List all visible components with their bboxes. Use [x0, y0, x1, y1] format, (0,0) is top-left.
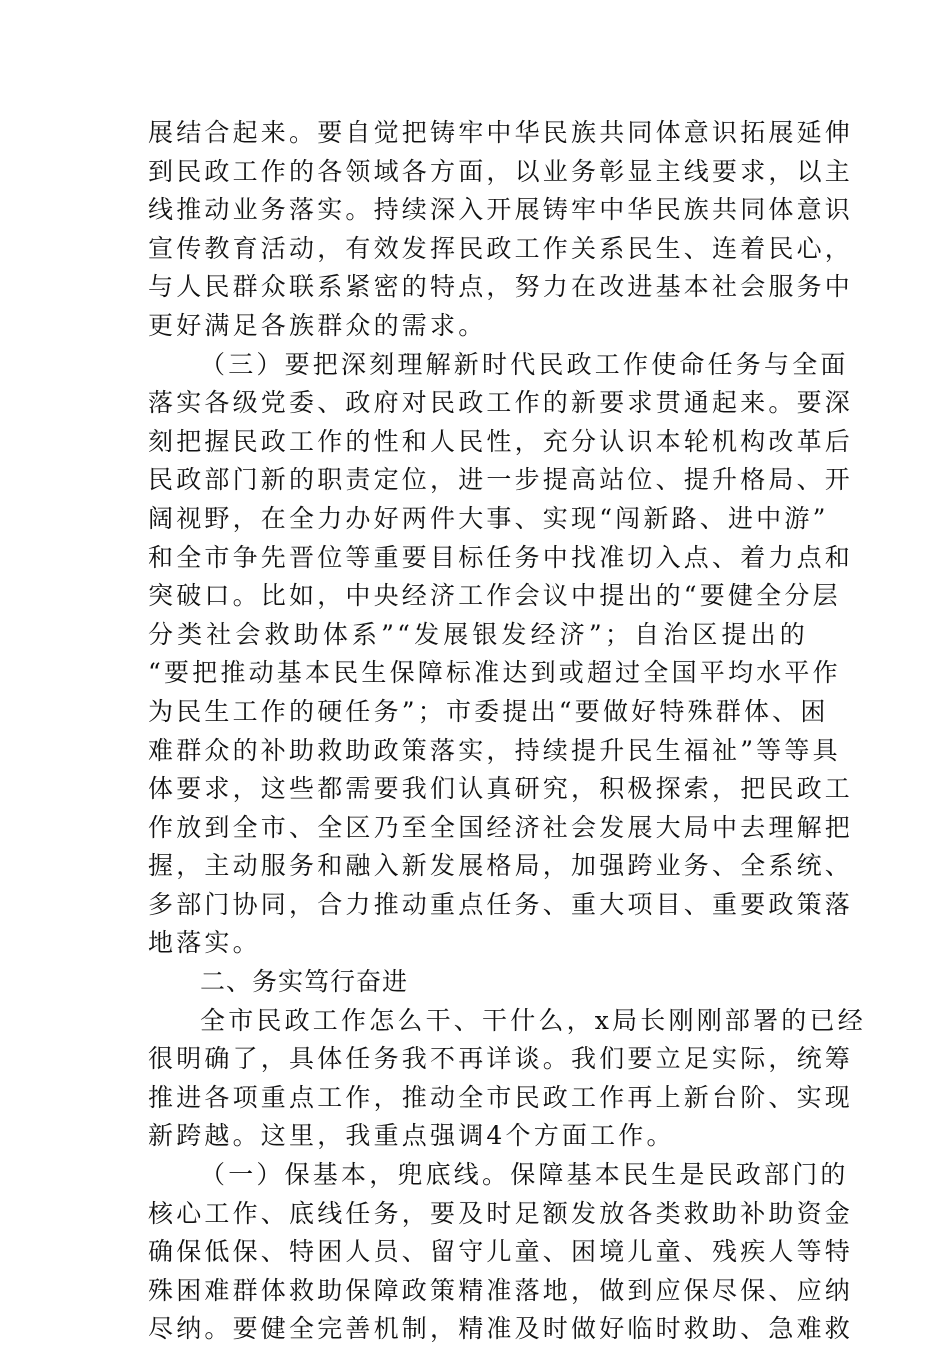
- text-line: 阔视野，在全力办好两件大事、实现“闯新路、进中游”: [148, 503, 829, 533]
- text-line: 民政部门新的职责定位，进一步提高站位、提升格局、开: [148, 465, 854, 495]
- text-line: 确保低保、特困人员、留守儿童、困境儿童、残疾人等特: [148, 1237, 854, 1267]
- paragraph-1: [148, 114, 854, 346]
- text-line: 推进各项重点工作，推动全市民政工作再上新台阶、实现: [148, 1082, 854, 1112]
- text-line: 更好满足各族群众的需求。: [148, 310, 487, 340]
- text-line: 尽纳。要健全完善机制，精准及时做好临时救助、急难救: [148, 1314, 854, 1344]
- text-line: 和全市争先晋位等重要目标任务中找准切入点、着力点和: [148, 542, 854, 572]
- text-line: 核心工作、底线任务，要及时足额发放各类救助补助资金: [148, 1198, 854, 1228]
- text-line: 刻把握民政工作的性和人民性，充分认识本轮机构改革后: [148, 426, 854, 456]
- text-line: 宣传教育活动，有效发挥民政工作关系民生、连着民心，: [148, 233, 854, 263]
- text-line: 殊困难群体救助保障政策精准落地，做到应保尽保、应纳: [148, 1275, 854, 1305]
- text-line: 为民生工作的硬任务”；市委提出“要做好特殊群体、困: [148, 696, 829, 726]
- text-line: 展结合起来。要自觉把铸牢中华民族共同体意识拓展延伸: [148, 118, 854, 147]
- text-line: （一）保基本，兜底线。保障基本民生是民政部门的: [200, 1160, 849, 1190]
- text-line: “要把推动基本民生保障标准达到或超过全国平均水平作: [148, 658, 841, 688]
- text-line: 落实各级党委、政府对民政工作的新要求贯通起来。要深: [148, 388, 854, 418]
- text-line: 难群众的补助救助政策落实，持续提升民生福祉”等等具: [148, 735, 841, 765]
- document-body: [148, 114, 866, 1349]
- text-line: 分类社会救助体系”“发展银发经济”；自治区提出的: [148, 619, 808, 649]
- paragraph-2: [148, 346, 854, 964]
- text-line: 全市民政工作怎么干、干什么，x局长刚刚部署的已经: [200, 1005, 866, 1035]
- text-line: 新跨越。这里，我重点强调4个方面工作。: [148, 1121, 675, 1151]
- text-line: 突破口。比如，中央经济工作会议中提出的“要健全分层: [148, 581, 841, 611]
- text-line: （三）要把深刻理解新时代民政工作使命任务与全面: [200, 349, 849, 379]
- text-line: 作放到全市、全区乃至全国经济社会发展大局中去理解把: [148, 812, 854, 842]
- text-line: 地落实。: [148, 928, 261, 958]
- text-line: 到民政工作的各领域各方面，以业务彰显主线要求，以主: [148, 156, 854, 186]
- text-line: 体要求，这些都需要我们认真研究，积极探索，把民政工: [148, 774, 854, 804]
- text-line: 线推动业务落实。持续深入开展铸牢中华民族共同体意识: [148, 195, 854, 225]
- text-line: 与人民群众联系紧密的特点，努力在改进基本社会服务中: [148, 272, 854, 302]
- paragraph-4: [148, 1156, 854, 1349]
- paragraph-3: [148, 1002, 866, 1156]
- section-heading: 二、务实笃行奋进: [200, 967, 409, 997]
- text-line: 很明确了，具体任务我不再详谈。我们要立足实际，统筹: [148, 1044, 854, 1074]
- text-line: 握，主动服务和融入新发展格局，加强跨业务、全系统、: [148, 851, 854, 881]
- text-line: 多部门协同，合力推动重点任务、重大项目、重要政策落: [148, 889, 854, 919]
